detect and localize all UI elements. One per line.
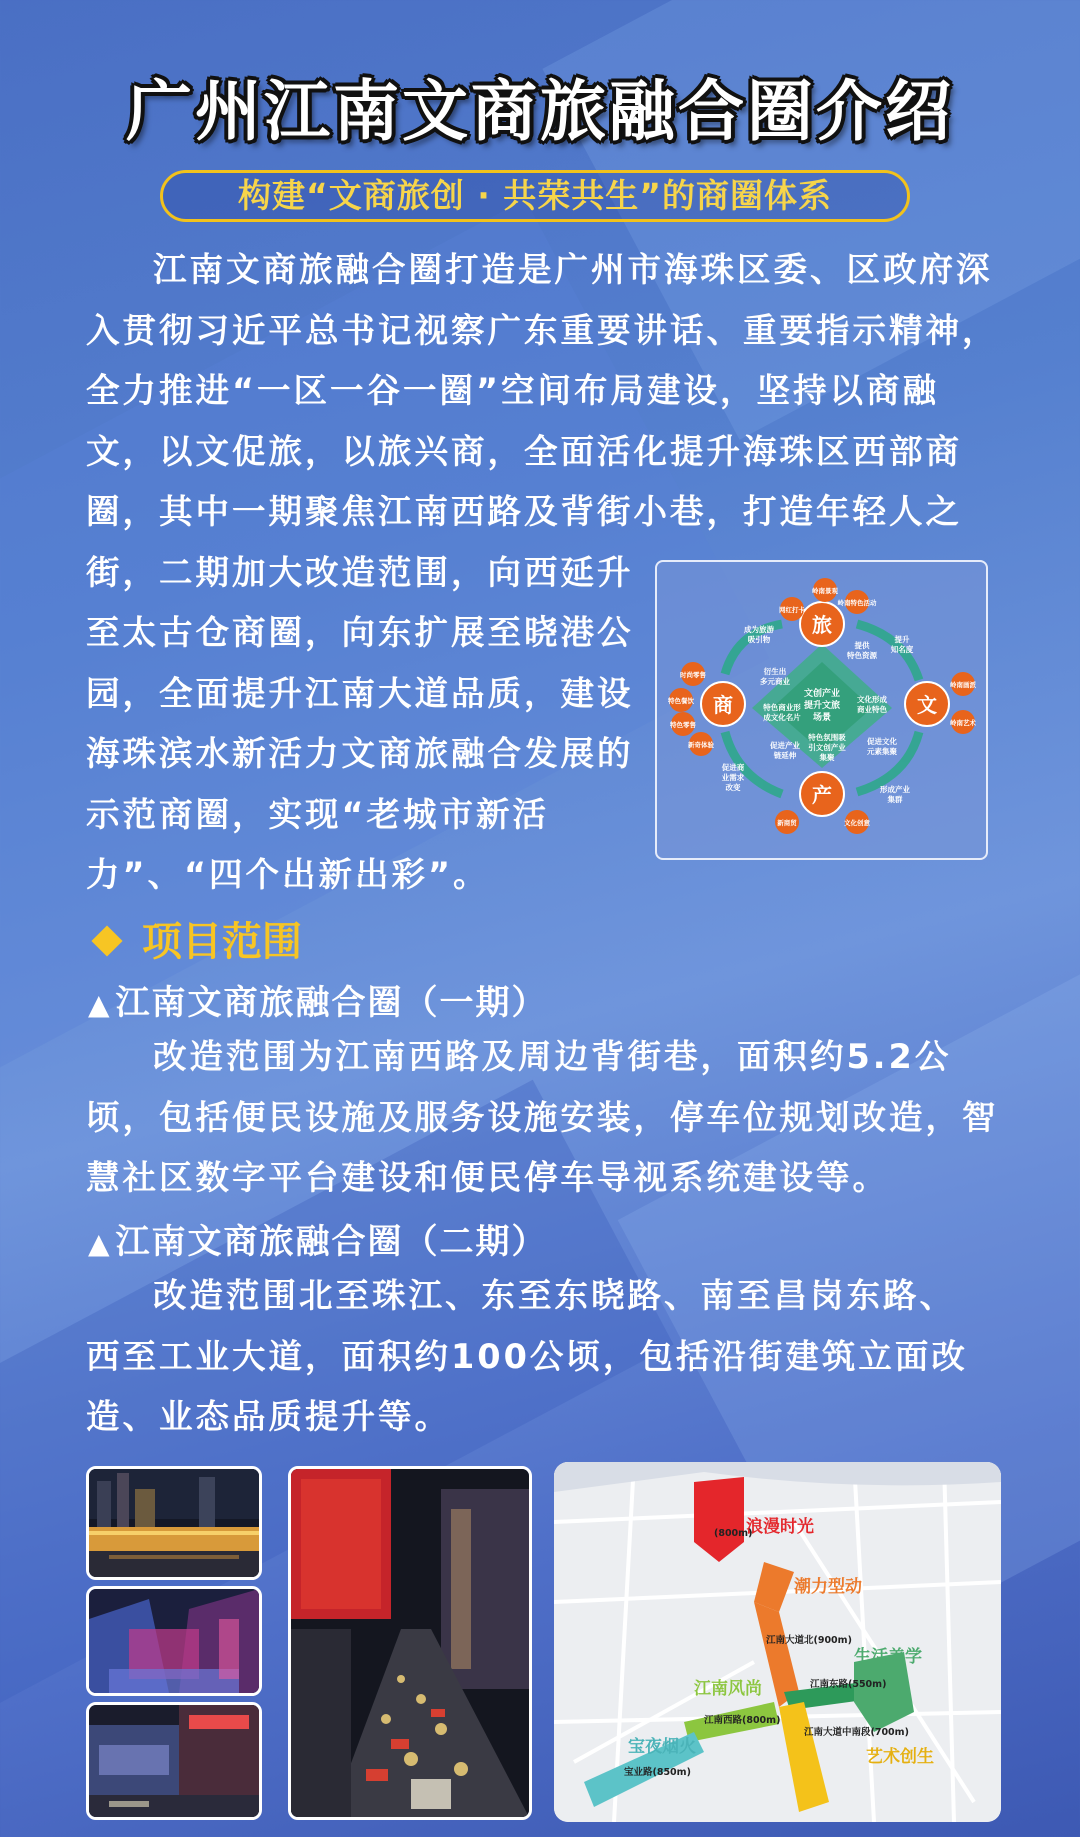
relation-text: 提升 xyxy=(894,635,910,644)
satellite-label: 岭南画派 xyxy=(950,681,976,689)
intro-line: 力”、“四个出新出彩”。 xyxy=(86,855,490,894)
relation-text: 多元商业 xyxy=(760,677,790,686)
relation-text: 提供 xyxy=(854,641,870,650)
zone-label-langman: 浪漫时光 xyxy=(746,1517,814,1537)
relation-text: 促进产业 xyxy=(770,741,800,750)
relation-text: 商业特色 xyxy=(857,705,887,714)
relation-text: 集群 xyxy=(887,795,903,804)
photo-mall-night xyxy=(86,1586,262,1696)
satellite-label: 时尚零售 xyxy=(680,671,706,679)
intro-line: 入贯彻习近平总书记视察广东重要讲话、重要指示精神， xyxy=(86,310,999,350)
street-label: 江南大道中南段(700m) xyxy=(804,1727,909,1738)
phase2-line: 改造范围北至珠江、东至东晓路、南至昌岗东路、 xyxy=(153,1276,956,1315)
svg-text:商: 商 xyxy=(713,693,733,717)
center-text-3: 场景 xyxy=(812,713,832,723)
relation-text: 知名度 xyxy=(890,645,914,654)
node-shang xyxy=(701,682,745,726)
intro-line: 圈，其中一期聚焦江南西路及背街小巷，打造年轻人之 xyxy=(86,492,962,531)
triangle-bullet-icon: ▲ xyxy=(88,988,112,1021)
relation-text: 特色氛围吸 xyxy=(808,733,846,742)
phase1-line: 慧社区数字平台建设和便民停车导视系统建设等。 xyxy=(86,1158,889,1197)
photo-street-traffic xyxy=(288,1466,532,1820)
satellite-label: 岭南景观 xyxy=(812,587,838,595)
relation-text: 元素集聚 xyxy=(867,747,897,756)
satellite-label: 特色零售 xyxy=(670,721,696,729)
relation-text: 文化形成 xyxy=(857,695,887,704)
svg-text:产: 产 xyxy=(812,783,832,807)
relation-text: 集聚 xyxy=(819,753,835,762)
relation-text: 特色资源 xyxy=(847,651,877,660)
street-label: 宝业路(850m) xyxy=(624,1767,691,1778)
phase2-line: 造、业态品质提升等。 xyxy=(86,1397,451,1436)
phase2-heading: ▲ 江南文商旅融合圈（二期） xyxy=(88,1222,548,1262)
section-heading-scope: 项目范围 xyxy=(90,910,302,967)
subtitle-banner: 构建“文商旅创 · 共荣共生”的商圈体系 xyxy=(160,170,910,222)
relation-text: 成文化名片 xyxy=(763,713,801,722)
center-text-1: 文创产业 xyxy=(803,689,841,699)
culture-commerce-tourism-diagram xyxy=(655,560,988,860)
street-label: (800m) xyxy=(714,1528,753,1539)
satellite-label: 新奇体验 xyxy=(688,741,714,749)
intro-line: 文，以文促旅，以旅兴商，全面活化提升海珠区西部商 xyxy=(86,431,962,471)
relation-text: 促进文化 xyxy=(867,737,897,746)
street-label: 江南东路(550m) xyxy=(810,1679,887,1690)
triangle-bullet-icon: ▲ xyxy=(88,1227,112,1260)
phase1-line: 顷，包括便民设施及服务设施安装，停车位规划改造，智 xyxy=(86,1097,999,1137)
satellite-label: 岭南艺术 xyxy=(950,719,976,727)
relation-text: 链延伸 xyxy=(773,751,797,760)
diagram-svg xyxy=(657,562,986,858)
relation-text: 引文创产业 xyxy=(808,743,846,752)
street-label: 江南大道北(900m) xyxy=(766,1635,852,1646)
phase1-paragraph xyxy=(86,1027,1006,1209)
relation-text: 衍生出 xyxy=(763,667,787,676)
relation-text: 成为旅游 xyxy=(744,625,774,634)
node-lv xyxy=(800,602,844,646)
intro-line: 街，二期加大改造范围，向西延升 xyxy=(86,552,634,592)
photo-riverside-night xyxy=(86,1466,262,1580)
intro-line: 江南文商旅融合圈打造是广州市海珠区委、区政府深 xyxy=(153,250,993,289)
intro-line: 园，全面提升江南大道品质，建设 xyxy=(86,673,634,713)
svg-text:旅: 旅 xyxy=(812,613,832,637)
zone-label-fengshang: 江南风尚 xyxy=(694,1679,762,1699)
satellite-label: 网红打卡 xyxy=(779,606,805,614)
relation-text: 形成产业 xyxy=(880,785,910,794)
satellite-label: 文化创意 xyxy=(844,819,870,827)
relation-text: 业需求 xyxy=(721,773,745,782)
district-zone-map xyxy=(554,1462,1001,1822)
zone-label-baoye: 宝夜烟火 xyxy=(628,1737,696,1757)
page-title: 广州江南文商旅融合圈介绍 xyxy=(126,73,954,150)
diamond-bullet-icon xyxy=(91,925,122,956)
relation-text: 促进商 xyxy=(721,763,745,772)
phase2-line: 西至工业大道，面积约100公顷，包括沿街建筑立面改 xyxy=(86,1336,968,1376)
node-chan xyxy=(800,772,844,816)
satellite-label: 岭南特色活动 xyxy=(837,599,877,607)
satellite-label: 新商贸 xyxy=(777,819,797,827)
phase1-heading: ▲ 江南文商旅融合圈（一期） xyxy=(88,983,548,1023)
intro-line: 海珠滨水新活力文商旅融合发展的 xyxy=(86,734,634,773)
relation-text: 改变 xyxy=(725,783,741,792)
relation-text: 特色商业形 xyxy=(763,703,801,712)
node-wen xyxy=(905,682,949,726)
street-label: 江南西路(800m) xyxy=(704,1715,781,1726)
satellite-label: 特色餐饮 xyxy=(668,697,694,705)
photo-street-storefront xyxy=(86,1702,262,1820)
zone-label-yishu: 艺术创生 xyxy=(866,1747,934,1767)
intro-line: 全力推进“一区一谷一圈”空间布局建设，坚持以商融 xyxy=(86,371,940,410)
svg-text:文: 文 xyxy=(917,693,937,717)
intro-line: 示范商圈，实现“老城市新活 xyxy=(86,794,550,834)
zone-label-shenghuo: 生活美学 xyxy=(854,1647,922,1667)
phase2-paragraph xyxy=(86,1266,1006,1448)
intro-line: 至太古仓商圈，向东扩展至晓港公 xyxy=(86,613,634,652)
zone-label-chaoli: 潮力型动 xyxy=(794,1577,862,1597)
center-text-2: 提升文旅 xyxy=(803,701,841,711)
relation-text: 吸引物 xyxy=(747,635,771,644)
phase1-line: 改造范围为江南西路及周边背街巷，面积约5.2公 xyxy=(153,1037,952,1076)
